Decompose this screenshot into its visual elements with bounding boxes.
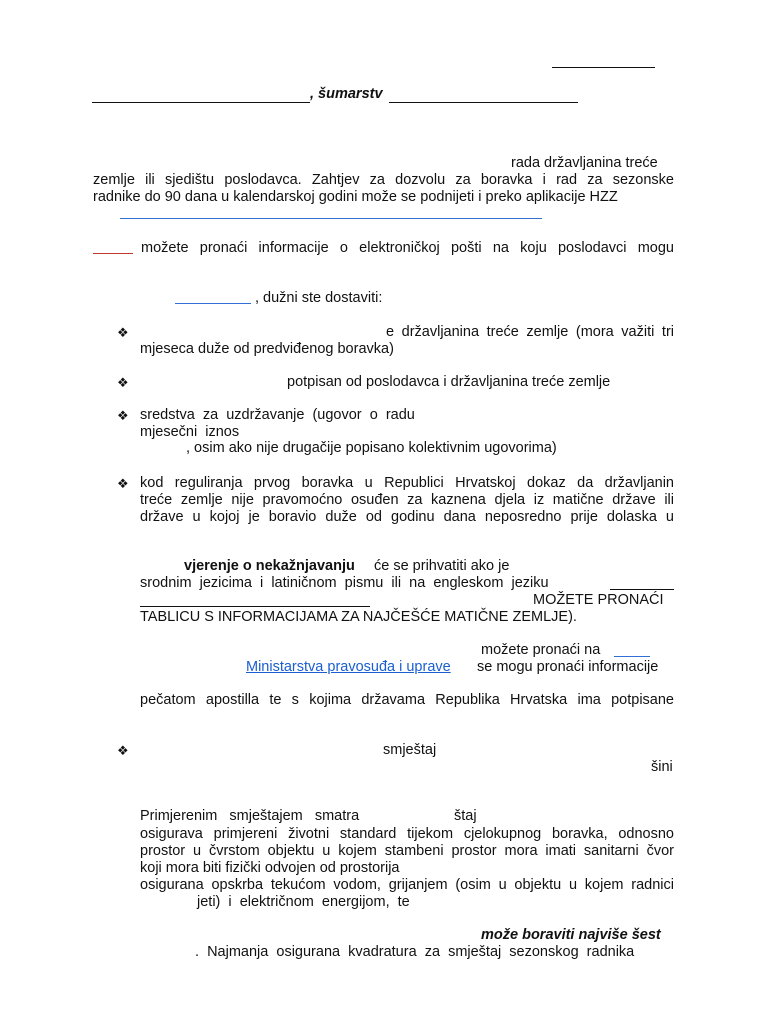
- accommodation-bullet-text: smještaj: [383, 742, 437, 758]
- bullet1-line2: mjeseca duže od predviđenog boravka): [140, 341, 394, 357]
- title-left-blank-line: [92, 102, 310, 103]
- bullet3-line3: , osim ako nije drugačije popisano kolektivnim ugovorima): [186, 440, 557, 456]
- accommodation-right-fragment: šini: [651, 759, 673, 775]
- certificate-line4: TABLICU S INFORMACIJAMA ZA NAJČEŠĆE MATIČNE ZEMLJE).: [140, 609, 577, 625]
- para3-text: , dužni ste dostaviti:: [255, 290, 383, 306]
- info-line1: možete pronaći na: [481, 642, 601, 658]
- ministry-link[interactable]: Ministarstva pravosuđa i uprave: [246, 659, 451, 675]
- acc-last-line: . Najmanja osigurana kvadratura za smještaj sezonskog radnika: [195, 944, 635, 960]
- diamond-bullet-icon: ❖: [117, 408, 129, 423]
- bullet4-line1: kod reguliranja prvog boravka u Republici Hrvatskoj dokaz da državljanin: [140, 475, 674, 491]
- info-line2: se mogu pronaći informacije: [477, 659, 659, 675]
- bullet4-line2: treće zemlje nije pravomoćno osuđen za kaznena djela iz matične države ili: [140, 492, 674, 508]
- certificate-line1: će se prihvatiti ako je: [374, 558, 510, 574]
- certificate-blank-line-2: [140, 606, 370, 607]
- diamond-bullet-icon: ❖: [117, 743, 129, 758]
- bullet4-line3: države u kojoj je boravio duže od godinu dana neposredno prije dolaska u: [140, 509, 674, 525]
- acc-line2: osigurava primjereni životni standard tijekom cjelokupnog boravka, odnosno: [140, 826, 674, 842]
- bullet3-line2: mjesečni iznos: [140, 424, 240, 440]
- info-blank-link-line[interactable]: [614, 656, 650, 657]
- certificate-bold: vjerenje o nekažnjavanju: [184, 558, 355, 574]
- acc-line1-a: Primjerenim smještajem smatra: [140, 808, 360, 824]
- para1-line2: zemlje ili sjedištu poslodavca. Zahtjev za dozvolu za boravka i rad za sezonske: [93, 172, 674, 188]
- title-topic: , šumarstv: [310, 86, 383, 102]
- top-right-blank-line: [552, 67, 655, 68]
- bullet2-line1: potpisan od poslodavca i državljanina treće zemlje: [287, 374, 611, 390]
- diamond-bullet-icon: ❖: [117, 325, 129, 340]
- diamond-bullet-icon: ❖: [117, 375, 129, 390]
- para1-line3: radnike do 90 dana u kalendarskoj godini može se podnijeti i preko aplikacije HZZ: [93, 189, 618, 205]
- certificate-blank-line-1: [610, 589, 674, 590]
- acc-line4: koji mora biti fizički odvojen od prostorija: [140, 860, 400, 876]
- info-line3: pečatom apostilla te s kojima državama Republika Hrvatska ima potpisane: [140, 692, 674, 708]
- acc-line3: prostor u čvrstom objektu u kojem stambeni prostor mora imati sanitarni čvor: [140, 843, 674, 859]
- link-underline[interactable]: [120, 218, 542, 219]
- certificate-line2: srodnim jezicima i latiničnom pismu ili na engleskom jeziku: [140, 575, 549, 591]
- diamond-bullet-icon: ❖: [117, 476, 129, 491]
- red-blank-line: [93, 253, 133, 254]
- acc-line1-b: štaj: [454, 808, 477, 824]
- para1-line1: rada državljanina treće: [511, 155, 658, 171]
- bullet1-line1: e državljanina treće zemlje (mora važiti tri: [386, 324, 674, 340]
- blue-blank-line[interactable]: [175, 303, 251, 304]
- acc-line6: jeti) i električnom energijom, te: [197, 894, 410, 910]
- acc-emphasis: može boraviti najviše šest: [481, 927, 661, 943]
- bullet3-line1: sredstva za uzdržavanje (ugovor o radu: [140, 407, 415, 423]
- para2-text: možete pronaći informacije o elektroničkoj pošti na koju poslodavci mogu: [141, 240, 674, 256]
- acc-line5: osigurana opskrba tekućom vodom, grijanjem (osim u objektu u kojem radnici: [140, 877, 674, 893]
- title-right-blank-line: [389, 102, 578, 103]
- certificate-line3: MOŽETE PRONAĆI: [533, 592, 664, 608]
